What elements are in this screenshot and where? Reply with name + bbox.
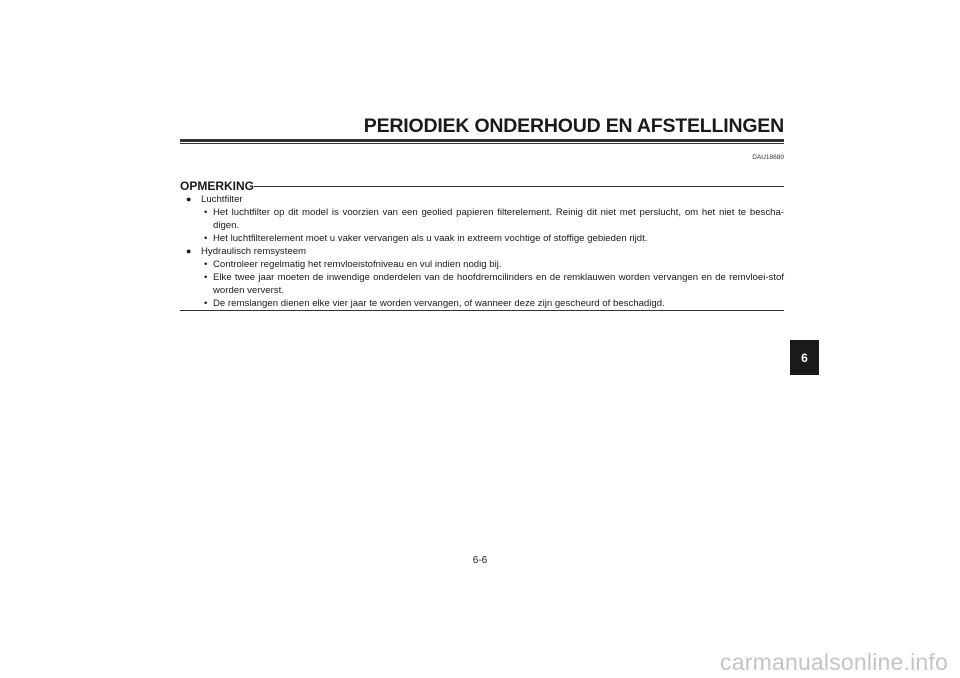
page-title: PERIODIEK ONDERHOUD EN AFSTELLINGEN — [363, 115, 784, 137]
item-bullet-icon: • — [204, 298, 208, 309]
item-bullet-icon: • — [204, 272, 208, 283]
list-item — [201, 258, 784, 271]
list-item — [201, 206, 784, 232]
list-item-text: De remslangen dienen elke vier jaar te worden vervangen, of wanneer deze zijn gescheurd of beschadigd. — [213, 298, 665, 309]
section-bullet-icon: ● — [186, 246, 192, 256]
item-bullet-icon: • — [204, 233, 208, 244]
note-body — [180, 193, 784, 310]
section-label: Hydraulisch remsysteem — [201, 246, 307, 257]
chapter-tab: 6 — [790, 340, 819, 375]
list-item — [201, 297, 784, 310]
title-rule — [180, 139, 784, 142]
list-item-text: Elke twee jaar moeten de inwendige onderdelen van de hoofdremcilinders en de remklauwen worden vervangen en de remvloei-stof worden ververst. — [213, 272, 784, 296]
section-bullet-icon: ● — [186, 194, 192, 204]
section-label: Luchtfilter — [201, 194, 243, 205]
list-item — [201, 271, 784, 297]
item-bullet-icon: • — [204, 259, 208, 270]
list-item — [201, 232, 784, 245]
watermark: carmanualsonline.info — [720, 649, 948, 675]
list-item-text: Het luchtfilter op dit model is voorzien van een geolied papieren filterelement. Reinig dit niet met perslucht, om het niet te bescha-digen. — [213, 207, 784, 231]
note-heading-rule — [254, 186, 784, 187]
list-item-text: Het luchtfilterelement moet u vaker vervangen als u vaak in extreem vochtige of stoffige gebieden rijdt. — [213, 233, 648, 244]
title-rule-thin — [180, 143, 784, 144]
item-bullet-icon: • — [204, 207, 208, 218]
note-section-brake-system — [180, 245, 784, 310]
note-bottom-rule — [180, 310, 784, 311]
page-number: 6-6 — [472, 555, 488, 566]
list-item-text: Controleer regelmatig het remvloeistofniveau en vul indien nodig bij. — [213, 259, 502, 270]
document-code: DAU18680 — [752, 154, 784, 161]
note-section-air-filter — [180, 193, 784, 245]
note-heading: OPMERKING — [180, 179, 255, 193]
